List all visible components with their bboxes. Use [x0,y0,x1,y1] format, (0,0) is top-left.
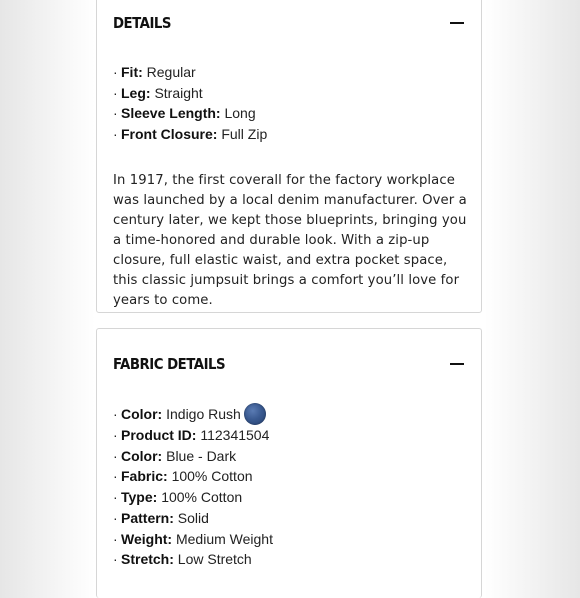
bullet: · [113,64,118,80]
spec-value: Straight [154,84,203,101]
bullet: · [113,447,118,464]
fabric-details-title: FABRIC DETAILS [113,355,226,373]
spec-label: Sleeve Length: [121,105,221,122]
spec-item-fit [113,62,267,83]
minus-icon [450,363,464,365]
details-title: DETAILS [113,14,171,32]
bullet: · [113,509,118,526]
spec-item-color-name [113,403,273,425]
spec-item-leg [113,83,267,104]
spec-item-sleeve-length [113,103,267,124]
details-spec-list [113,62,267,145]
spec-label: Front Closure: [121,126,218,143]
product-description: In 1917, the first coverall for the factory workplace was launched by a local denim manufacturer. Over a century later, we kept those blueprints, bringing you a time-honored and durable look. With a zip-up closure, full elastic waist, and extra pocket space, this classic jumpsuit brings a comfort you’ll love for years to come. [113,173,467,308]
spec-item-fabric [113,466,273,487]
bullet: · [113,489,118,506]
spec-item-type [113,487,273,508]
details-collapse-button[interactable] [449,11,465,35]
spec-value: 100% Cotton [171,468,253,485]
fabric-details-collapse-button[interactable] [449,352,465,376]
spec-item-stretch [113,549,273,570]
spec-label: Stretch: [121,551,174,568]
fabric-details-panel [96,328,482,598]
spec-label: Color: [121,406,163,422]
spec-value: Full Zip [221,126,268,143]
bullet: · [113,84,118,101]
spec-value: 100% Cotton [161,489,243,506]
bullet: · [113,530,118,547]
spec-label: Fabric: [121,468,168,485]
bullet: · [113,468,118,485]
spec-item-color [113,446,273,467]
details-panel-header[interactable] [113,11,465,35]
spec-value: Medium Weight [175,530,273,547]
color-swatch-icon[interactable] [244,403,266,425]
details-panel [96,0,482,313]
spec-value: Long [224,105,256,122]
spec-label: Pattern: [121,509,174,526]
spec-label: Weight: [121,530,173,547]
spec-value: Solid [177,509,209,526]
bullet: · [113,126,118,143]
spec-item-front-closure [113,124,267,145]
spec-label: Type: [121,489,158,506]
spec-item-product-id [113,425,273,446]
spec-item-weight [113,529,273,550]
bullet: · [113,105,118,122]
minus-icon [450,22,464,24]
spec-label: Fit: [121,64,143,80]
fabric-spec-list [113,403,273,570]
spec-value: 112341504 [200,427,270,443]
spec-label: Color: [121,447,163,464]
bullet: · [113,427,118,443]
spec-item-pattern [113,508,273,529]
spec-value: Low Stretch [177,551,252,568]
bullet: · [113,551,118,568]
spec-value: Regular [146,64,196,80]
bullet: · [113,406,118,422]
fabric-details-panel-header[interactable] [113,352,465,376]
spec-label: Leg: [121,84,151,101]
spec-value: Indigo Rush [166,406,241,422]
spec-label: Product ID: [121,427,197,443]
spec-value: Blue - Dark [166,447,237,464]
